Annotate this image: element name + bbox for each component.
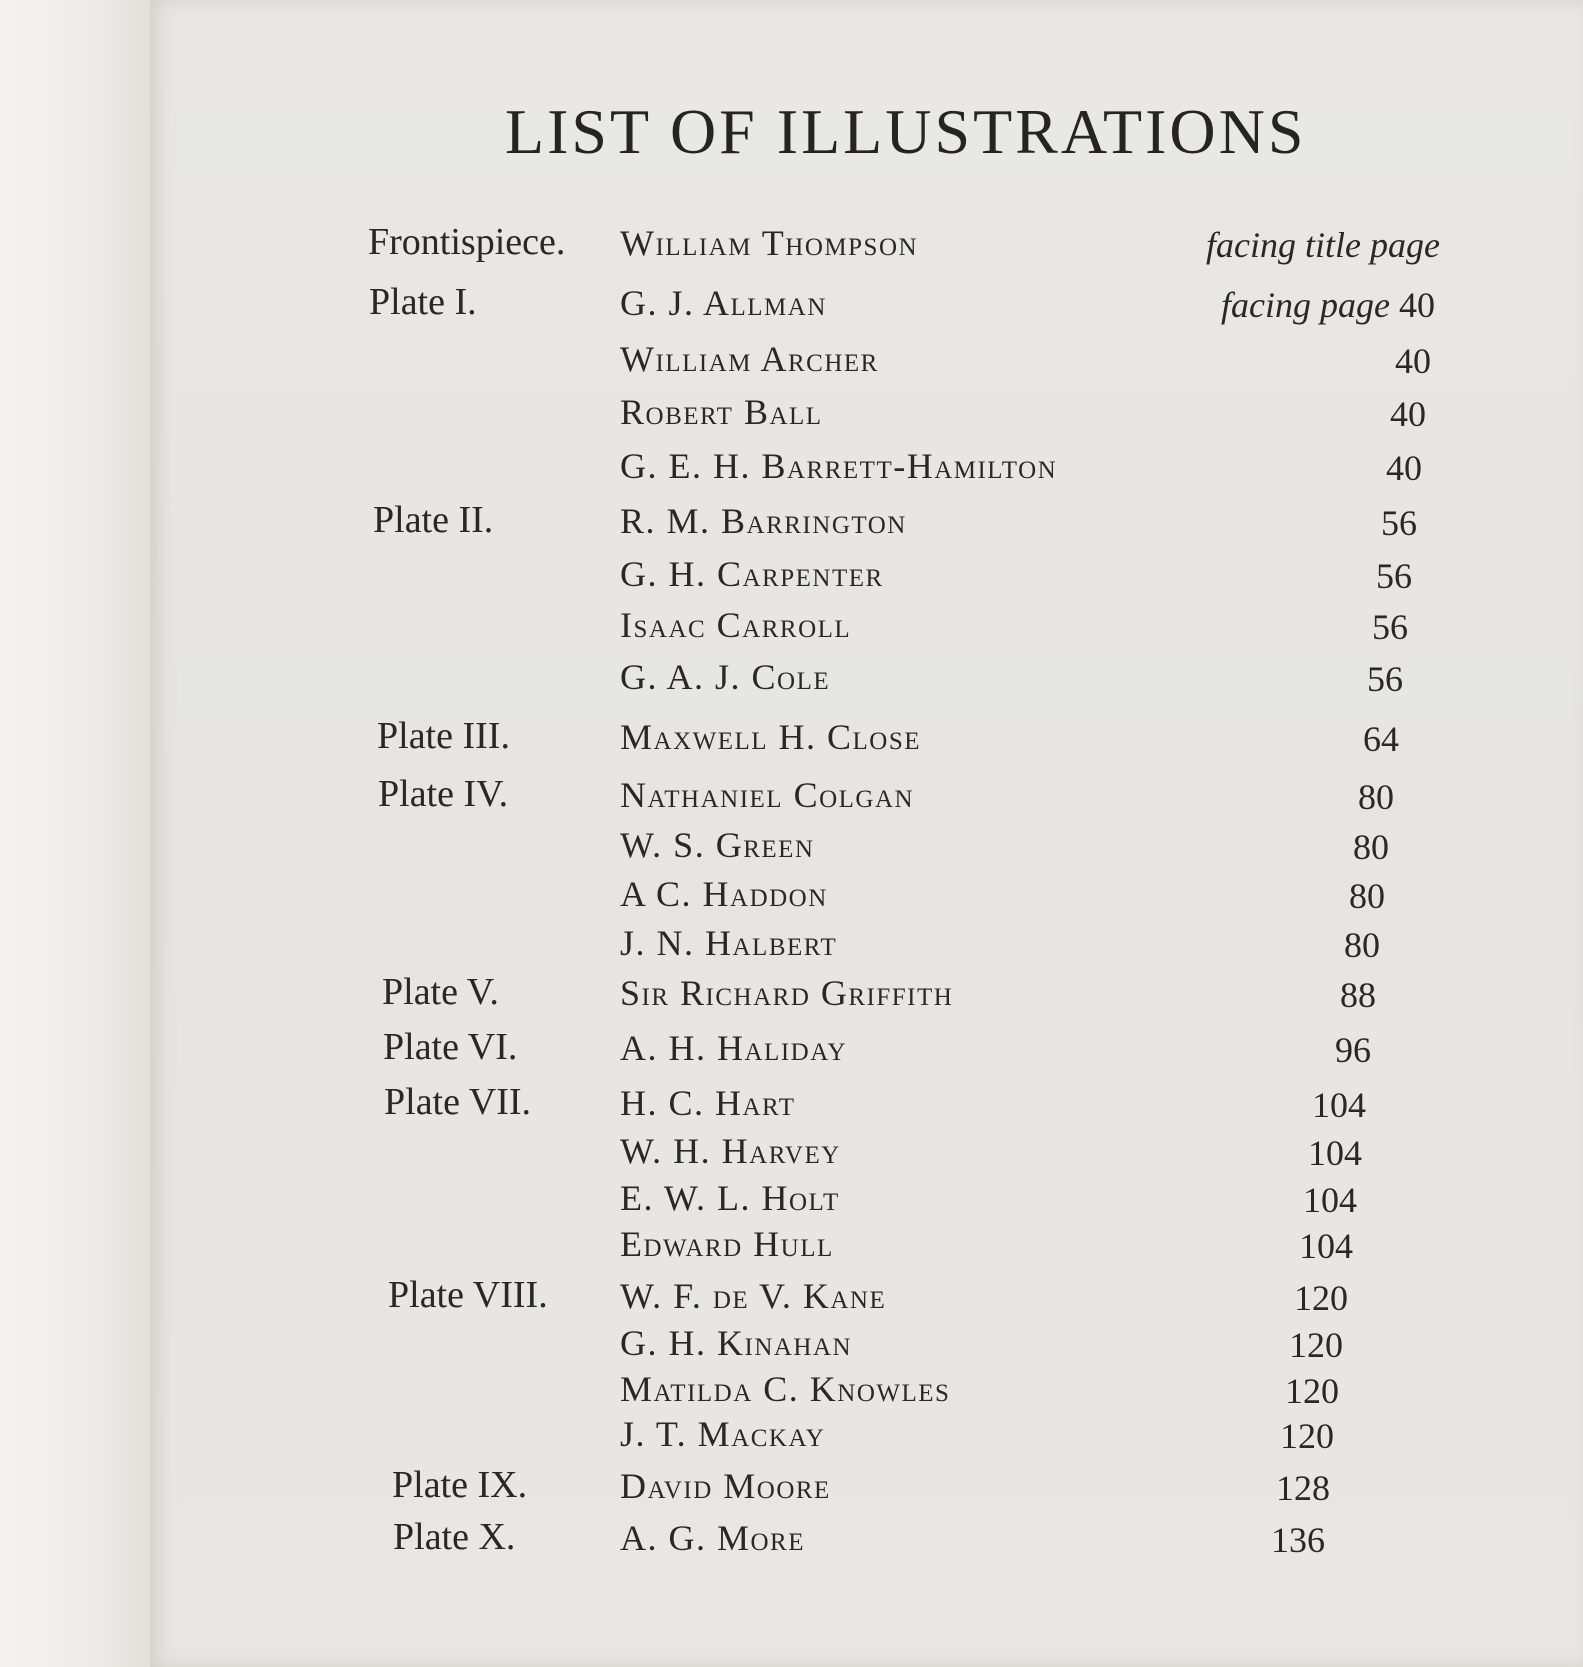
portrait-name: Matilda C. Knowles — [620, 1369, 951, 1409]
list-item — [0, 1025, 1583, 1075]
list-item — [0, 498, 1583, 548]
page-reference: 80 — [1344, 925, 1380, 965]
list-item — [0, 280, 1583, 330]
page-reference: facing page 40 — [1221, 285, 1435, 325]
list-item — [0, 654, 1583, 704]
list-item — [0, 822, 1583, 872]
plate-label: Plate VI. — [383, 1026, 518, 1068]
portrait-name: R. M. Barrington — [620, 501, 907, 541]
page-reference: 96 — [1335, 1030, 1371, 1070]
list-item — [0, 220, 1583, 270]
list-item — [0, 1515, 1583, 1565]
page-reference: 104 — [1312, 1085, 1366, 1125]
portrait-name: J. N. Halbert — [620, 923, 838, 963]
portrait-name: W. S. Green — [620, 825, 815, 865]
list-item — [0, 1128, 1583, 1178]
page-reference: 120 — [1294, 1278, 1348, 1318]
portrait-name: David Moore — [620, 1466, 831, 1506]
page-reference: 56 — [1376, 556, 1412, 596]
portrait-name: G. H. Kinahan — [620, 1323, 853, 1363]
list-item — [0, 1175, 1583, 1225]
list-item — [0, 443, 1583, 493]
list-item — [0, 871, 1583, 921]
list-item — [0, 920, 1583, 970]
portrait-name: G. E. H. Barrett-Hamilton — [620, 446, 1058, 486]
page-reference: 64 — [1363, 719, 1399, 759]
portrait-name: Edward Hull — [620, 1224, 834, 1264]
portrait-name: A. H. Haliday — [620, 1028, 848, 1068]
portrait-name: Isaac Carroll — [620, 605, 852, 645]
plate-label: Plate IV. — [378, 773, 509, 815]
portrait-name: A. G. More — [620, 1518, 806, 1558]
page-reference: 136 — [1271, 1520, 1325, 1560]
page-title: LIST OF ILLUSTRATIONS — [505, 96, 1307, 167]
page-reference: 40 — [1390, 394, 1426, 434]
list-item — [0, 336, 1583, 386]
page-reference: 80 — [1349, 876, 1385, 916]
list-item — [0, 970, 1583, 1020]
portrait-name: W. F. de V. Kane — [620, 1276, 887, 1316]
list-item — [0, 772, 1583, 822]
list-item — [0, 602, 1583, 652]
portrait-name: Sir Richard Griffith — [620, 973, 954, 1013]
list-item — [0, 1463, 1583, 1513]
page-reference: 56 — [1367, 659, 1403, 699]
page-reference: 40 — [1395, 341, 1431, 381]
page-reference: 104 — [1299, 1226, 1353, 1266]
plate-label: Plate II. — [373, 499, 494, 541]
portrait-name: H. C. Hart — [620, 1083, 796, 1123]
page-reference: 56 — [1372, 607, 1408, 647]
page-reference: 56 — [1381, 503, 1417, 543]
plate-label: Frontispiece. — [368, 221, 566, 263]
page-reference: 88 — [1340, 975, 1376, 1015]
plate-label: Plate X. — [393, 1516, 516, 1558]
list-item — [0, 1366, 1583, 1416]
portrait-name: G. J. Allman — [620, 283, 827, 323]
page-reference: 104 — [1308, 1133, 1362, 1173]
portrait-name: J. T. Mackay — [620, 1414, 826, 1454]
portrait-name: G. A. J. Cole — [620, 657, 831, 697]
page-reference: 40 — [1386, 448, 1422, 488]
list-item — [0, 1320, 1583, 1370]
page-reference: 128 — [1276, 1468, 1330, 1508]
portrait-name: Maxwell H. Close — [620, 717, 922, 757]
page-reference: 120 — [1289, 1325, 1343, 1365]
portrait-name: G. H. Carpenter — [620, 554, 884, 594]
plate-label: Plate I. — [369, 281, 477, 323]
list-item — [0, 1221, 1583, 1271]
page-reference: 80 — [1353, 827, 1389, 867]
plate-label: Plate IX. — [392, 1464, 528, 1506]
portrait-name: Robert Ball — [620, 392, 823, 432]
portrait-name: William Archer — [620, 339, 879, 379]
list-item — [0, 714, 1583, 764]
list-item — [0, 551, 1583, 601]
portrait-name: Nathaniel Colgan — [620, 775, 915, 815]
page-reference: 120 — [1280, 1416, 1334, 1456]
portrait-name: William Thompson — [620, 223, 919, 263]
list-item — [0, 1080, 1583, 1130]
page-reference: 120 — [1285, 1371, 1339, 1411]
list-item — [0, 389, 1583, 439]
plate-label: Plate VIII. — [388, 1274, 548, 1316]
page-reference: facing title page — [1206, 225, 1440, 265]
plate-label: Plate III. — [377, 715, 510, 757]
list-item — [0, 1273, 1583, 1323]
portrait-name: A C. Haddon — [620, 874, 828, 914]
portrait-name: W. H. Harvey — [620, 1131, 841, 1171]
page-reference: 104 — [1303, 1180, 1357, 1220]
portrait-name: E. W. L. Holt — [620, 1178, 840, 1218]
list-item — [0, 1411, 1583, 1461]
plate-label: Plate V. — [382, 971, 499, 1013]
page-reference: 80 — [1358, 777, 1394, 817]
plate-label: Plate VII. — [384, 1081, 532, 1123]
